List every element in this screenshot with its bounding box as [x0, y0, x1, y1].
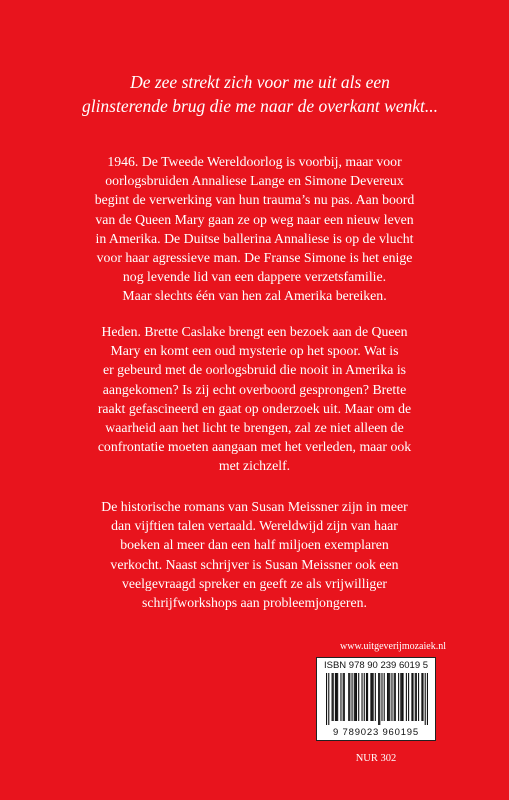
text-line: waarheid aan het licht te brengen, zal ze niet alleen de [105, 420, 404, 436]
barcode-bar [427, 673, 428, 725]
barcode-bar [403, 673, 404, 721]
barcode-bar [421, 673, 422, 721]
barcode-bar [415, 673, 416, 721]
text-line: schrijfworkshops aan probleemjongeren. [142, 595, 367, 611]
publisher-website: www.uitgeverijmozaiek.nl [340, 641, 446, 652]
barcode-bar [400, 673, 401, 721]
barcode-bars [326, 673, 428, 725]
barcode-bar [388, 673, 389, 721]
barcode-bar [379, 673, 380, 725]
barcode-bar [354, 673, 355, 721]
barcode-bar [375, 673, 376, 721]
text-line: er gebeurd met de oorlogsbruid die nooit in Amerika is [102, 362, 407, 378]
text-line: raakt gefascineerd en gaat op onderzoek uit. Maar om de [97, 400, 412, 416]
synopsis-paragraph-present [40, 322, 469, 476]
text-line: nog levende lid van een dappere verzetsfamilie. [122, 269, 387, 285]
barcode-bar [349, 673, 350, 721]
barcode-bar [391, 673, 392, 721]
text-line: aangekomen? Is zij echt overboord gesprongen? Brette [102, 381, 407, 397]
barcode-bar [398, 673, 399, 721]
barcode-bar [337, 673, 338, 721]
text-line: 1946. De Tweede Wereldoorlog is voorbij, maar voor [107, 154, 402, 169]
barcode-bar [343, 673, 344, 721]
text-line: dan vijftien talen vertaald. Wereldwijd zijn van haar [111, 518, 398, 534]
barcode-bar [401, 673, 402, 721]
barcode-bar [335, 673, 336, 721]
barcode-bar [412, 673, 413, 721]
text-line: voor haar agressieve man. De Franse Simone is het enige [96, 250, 413, 266]
barcode-bar [389, 673, 390, 721]
nur-code: NUR 302 [355, 753, 397, 764]
barcode-bar [352, 673, 353, 721]
barcode-bar [364, 673, 365, 721]
barcode-bar [370, 673, 371, 721]
isbn-label: ISBN 978 90 239 6019 5 [323, 660, 429, 671]
text-line: met zichzelf. [218, 458, 291, 474]
tagline-line: De zee strekt zich voor me uit als een [130, 72, 390, 92]
barcode-bar [422, 673, 423, 721]
text-line: Mary en komt een oud mysterie op het spoor. Wat is [110, 343, 399, 359]
synopsis-paragraph-1946 [40, 152, 469, 306]
barcode-bar [358, 673, 359, 721]
barcode-bar [395, 673, 396, 721]
text-line: Maar slechts één van hen zal Amerika bereiken. [122, 288, 387, 304]
text-line: verkocht. Naast schrijver is Susan Meissner ook een [110, 556, 399, 572]
barcode-bar [340, 673, 341, 721]
barcode-bar [378, 673, 379, 725]
text-line: veelgevraagd spreker en geeft ze als vrijwilliger [121, 575, 388, 591]
barcode-bar [328, 673, 329, 725]
isbn-barcode [316, 657, 436, 741]
tagline-quote [30, 70, 490, 118]
barcode-bar [371, 673, 372, 721]
barcode-bar [348, 673, 349, 721]
barcode-bar [366, 673, 367, 721]
text-line: Heden. Brette Caslake brengt een bezoek aan de Queen [101, 324, 408, 339]
barcode-bar [387, 673, 388, 721]
barcode-bar [394, 673, 395, 721]
author-bio-paragraph [40, 497, 469, 612]
barcode-bar [411, 673, 412, 721]
barcode-bar [361, 673, 362, 721]
barcode-bar [408, 673, 409, 721]
barcode-bar [356, 673, 357, 721]
barcode-bar [326, 673, 327, 725]
text-line: van de Queen Mary gaan ze op weg naar een nieuw leven [95, 211, 414, 227]
text-line: begint de verwerking van hun trauma’s nu pas. Aan boord [94, 192, 415, 208]
barcode-bar [373, 673, 374, 721]
barcode-bar [381, 673, 382, 721]
barcode-bar [332, 673, 333, 721]
barcode-bar [336, 673, 337, 721]
barcode-bar [367, 673, 368, 721]
barcode-bar [355, 673, 356, 721]
text-line: boeken al meer dan een half miljoen exemplaren [120, 537, 389, 553]
text-line: confrontatie moeten aangaan met het verleden, maar ook [97, 439, 412, 455]
barcode-bar [416, 673, 417, 721]
text-line: in Amerika. De Duitse ballerina Annaliese is op de vlucht [95, 230, 414, 246]
barcode-bar [384, 673, 385, 721]
barcode-bar [406, 673, 407, 721]
barcode-bar [425, 673, 426, 725]
barcode-bar [344, 673, 345, 721]
barcode-bar [418, 673, 419, 721]
barcode-number: 9 789023 960195 [333, 727, 419, 738]
text-line: oorlogsbruiden Annaliese Lange en Simone Devereux [105, 173, 404, 189]
tagline-line: glinsterende brug die me naar de overkant wenkt... [81, 96, 439, 116]
text-line: De historische romans van Susan Meissner zijn in meer [101, 499, 408, 514]
barcode-bar [333, 673, 334, 721]
